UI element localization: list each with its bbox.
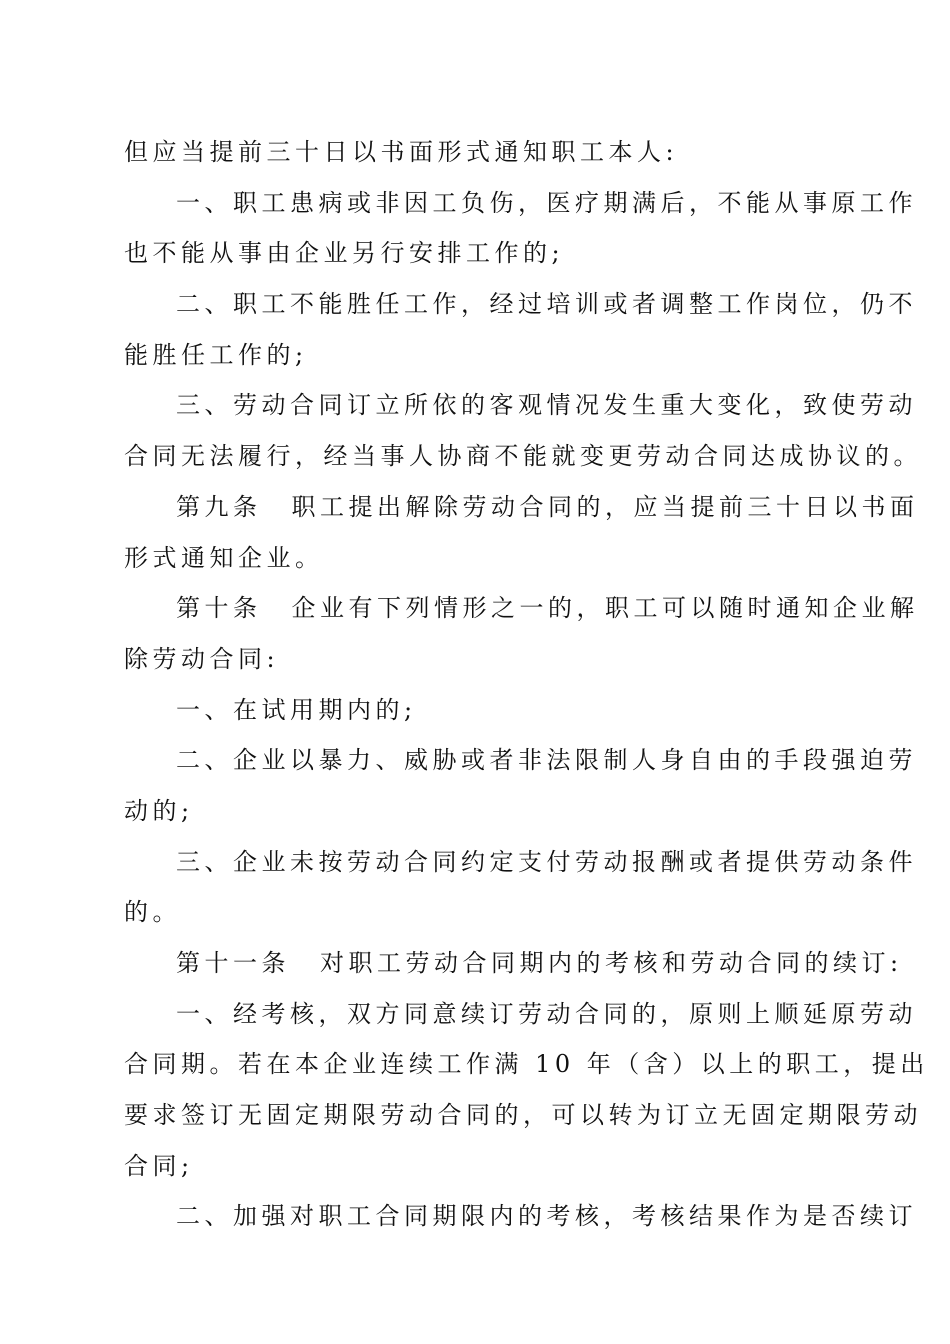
line-text: 职工提出解除劳动合同的，应当提前三十日以书面 — [291, 492, 919, 521]
line-text: 除劳动合同: — [124, 644, 280, 673]
text-line — [124, 634, 846, 685]
text-line — [124, 837, 917, 888]
document-body — [124, 127, 929, 1242]
text-line — [124, 685, 846, 736]
line-text: 二、职工不能胜任工作，经过培训或者调整工作岗位，仍不 — [176, 290, 917, 319]
text-line — [124, 330, 846, 381]
line-text: 合同; — [124, 1151, 194, 1180]
text-line — [124, 1191, 917, 1242]
line-text: 合同期。若在本企业连续工作满 10 年（含）以上的职工，提出 — [124, 1050, 929, 1079]
article-heading: 第十一条 — [176, 949, 290, 977]
text-line — [124, 1141, 846, 1192]
text-line — [124, 482, 919, 533]
line-text: 动的; — [124, 796, 194, 825]
article-heading: 第十条 — [176, 594, 262, 623]
line-text: 一、在试用期内的; — [176, 695, 417, 724]
text-line — [124, 178, 917, 229]
line-text: 形式通知企业。 — [124, 543, 324, 572]
text-line — [124, 887, 846, 938]
line-text: 要求签订无固定期限劳动合同的，可以转为订立无固定期限劳动 — [124, 1101, 922, 1130]
line-text: 二、加强对职工合同期限内的考核，考核结果作为是否续订 — [176, 1202, 917, 1231]
line-text: 三、企业未按劳动合同约定支付劳动报酬或者提供劳动条件 — [176, 847, 917, 876]
line-text: 对职工劳动合同期内的考核和劳动合同的续订: — [320, 949, 903, 977]
text-line — [124, 380, 917, 431]
line-text: 企业有下列情形之一的，职工可以随时通知企业解 — [291, 594, 919, 623]
line-text: 也不能从事由企业另行安排工作的; — [124, 239, 565, 268]
text-line — [124, 279, 917, 330]
text-line — [124, 989, 917, 1040]
text-line — [124, 1090, 922, 1141]
text-line — [124, 228, 846, 279]
line-text: 但应当提前三十日以书面形式通知职工本人: — [124, 138, 679, 166]
text-line — [124, 431, 922, 482]
line-text: 二、企业以暴力、威胁或者非法限制人身自由的手段强迫劳 — [176, 746, 917, 775]
text-line — [124, 786, 846, 837]
text-line — [124, 1039, 929, 1090]
text-line — [124, 735, 917, 786]
text-line — [124, 583, 919, 634]
text-line — [124, 938, 903, 989]
line-text: 的。 — [124, 898, 181, 927]
line-text: 能胜任工作的; — [124, 340, 308, 369]
article-heading: 第九条 — [176, 492, 262, 521]
line-text: 三、劳动合同订立所依的客观情况发生重大变化，致使劳动 — [176, 391, 917, 420]
text-line — [124, 127, 846, 178]
line-text: 一、经考核，双方同意续订劳动合同的，原则上顺延原劳动 — [176, 999, 917, 1028]
line-text: 一、职工患病或非因工负伤，医疗期满后，不能从事原工作 — [176, 188, 917, 217]
text-line — [124, 533, 846, 584]
line-text: 合同无法履行，经当事人协商不能就变更劳动合同达成协议的。 — [124, 442, 922, 471]
